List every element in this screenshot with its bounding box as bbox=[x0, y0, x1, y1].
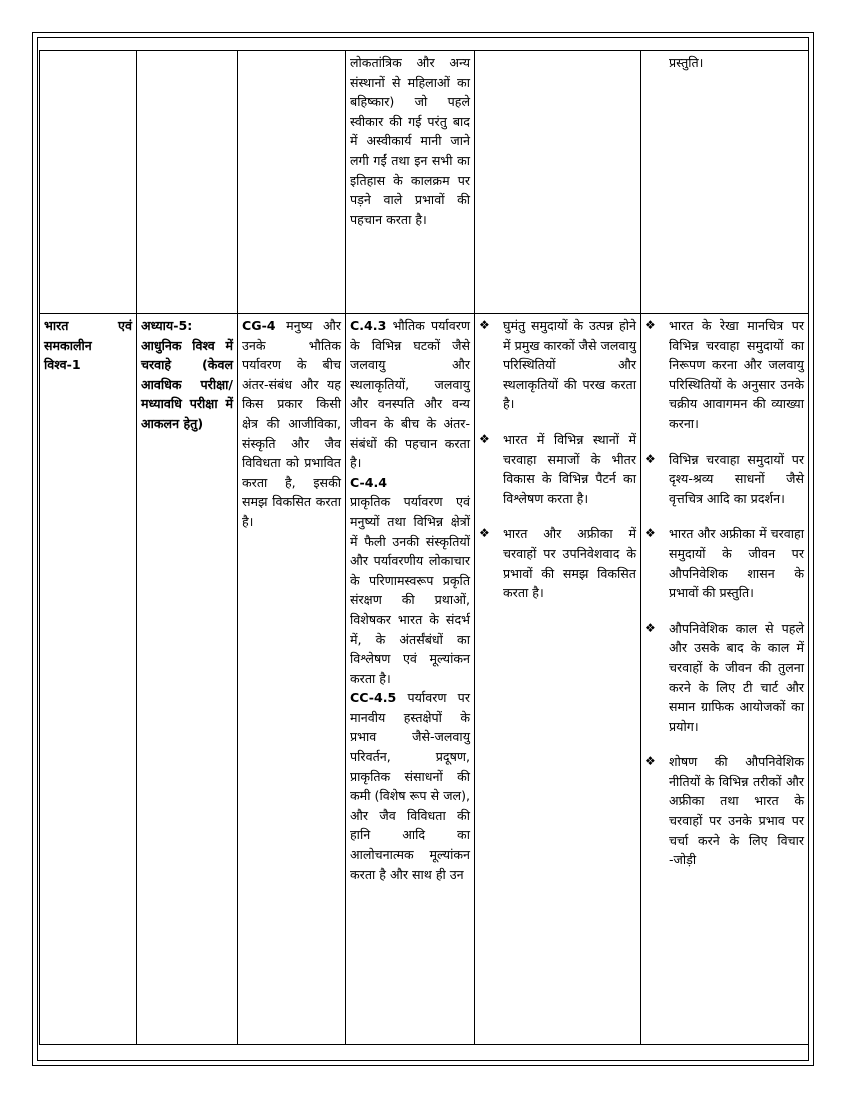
competency-text: प्राकृतिक पर्यावरण एवं मनुष्यों तथा विभिन्न क्षेत्रों में फैली उनकी संस्कृतियों और पर्यावरणीय लोकाचार के परिणामस्वरूप प्रकृति संरक्षण की प्रथाओं, विशेषकर भारत के संदर्भ में, के अंतर्संबंधों का विश्लेषण एवं मूल्यांकन करता है। bbox=[350, 494, 470, 686]
diamond-bullet-icon: ❖ bbox=[479, 526, 490, 541]
diamond-bullet-icon: ❖ bbox=[645, 451, 656, 466]
competency-item bbox=[350, 473, 470, 689]
table-row-continued bbox=[40, 51, 809, 314]
competency-item bbox=[350, 316, 470, 473]
learning-outcome-cell bbox=[475, 314, 641, 1045]
competency-text: भौतिक पर्यावरण के विभिन्न घटकों जैसे जलवायु और स्थलाकृतियों, जलवायु और वनस्पति और वन्य जीवन के बीच के अंतर-संबंधों की पहचान करता है। bbox=[350, 318, 470, 471]
competency-item bbox=[350, 688, 470, 884]
learning-outcome-list bbox=[479, 316, 636, 603]
list-item bbox=[479, 316, 636, 414]
diamond-bullet-icon: ❖ bbox=[479, 318, 490, 332]
learning-outcome-cell bbox=[475, 51, 641, 314]
activity-text: शोषण की औपनिवेशिक नीतियों के विभिन्न तरीकों और अफ्रीका तथा भारत के चरवाहों पर उनके प्रभाव पर चर्चा करने के लिए विचार -जोड़ी bbox=[669, 754, 804, 868]
outcome-text: भारत और अफ्रीका में चरवाहों पर उपनिवेशवाद के प्रभावों की समझ विकसित करता है। bbox=[503, 526, 636, 601]
chapter-title: अध्याय-5: आधुनिक विश्व में चरवाहे (केवल आवधिक परीक्षा/ मध्यावधि परीक्षा में आकलन हेतु) bbox=[141, 318, 233, 431]
outcome-text: घुमंतु समुदायों के उत्पन्न होने में प्रमुख कारकों जैसे जलवायु परिस्थितियों और स्थलाकृतियों की परख करता है। bbox=[503, 318, 636, 412]
list-item bbox=[645, 524, 804, 602]
activity-text: औपनिवेशिक काल से पहले और उसके बाद के काल में चरवाहों के जीवन की तुलना करने के लिए टी चार्ट और समान ग्राफिक आयोजकों का प्रयोग। bbox=[669, 620, 804, 734]
list-item bbox=[479, 524, 636, 602]
curriculum-table bbox=[39, 50, 809, 1045]
activity-text: भारत के रेखा मानचित्र पर विभिन्न चरवाहा समुदायों का निरूपण करना और जलवायु परिस्थितियों के अनुसार उनके चक्रीय आवागमन की व्याख्या करना। bbox=[669, 318, 804, 431]
activity-text: भारत और अफ्रीका में चरवाहा समुदायों के जीवन पर औपनिवेशिक शासन के प्रभावों की प्रस्तुति। bbox=[669, 526, 804, 601]
diamond-bullet-icon: ❖ bbox=[645, 620, 656, 635]
goal-cell bbox=[238, 314, 346, 1045]
list-item bbox=[479, 430, 636, 508]
competency-cell bbox=[346, 51, 475, 314]
chapter-cell bbox=[137, 314, 238, 1045]
goal-cell bbox=[238, 51, 346, 314]
list-item bbox=[645, 450, 804, 509]
book-title: भारत एवं समकालीन विश्व-1 bbox=[44, 318, 132, 373]
activity-cell bbox=[641, 51, 809, 314]
competency-code: C-4.4 bbox=[350, 474, 388, 490]
list-item bbox=[645, 619, 804, 737]
activity-list bbox=[645, 316, 804, 870]
diamond-bullet-icon: ❖ bbox=[479, 431, 490, 446]
activity-cell bbox=[641, 314, 809, 1045]
list-item bbox=[645, 752, 804, 870]
goal-text: मनुष्य और उनके भौतिक पर्यावरण के बीच अंतर-संबंध और यह किस प्रकार किसी क्षेत्र की आजीविका, संस्कृति और जैव विविधता को प्रभावित करता है, इसकी समझ विकसित करता है। bbox=[242, 318, 341, 529]
chapter-cell bbox=[137, 51, 238, 314]
book-cell bbox=[40, 51, 137, 314]
competency-text: पर्यावरण पर मानवीय हस्तक्षेपों के प्रभाव जैसे-जलवायु परिवर्तन, प्रदूषण, प्राकृतिक संसाधनों की कमी (विशेष रूप से जल), और जैव विविधता की हानि आदि का आलोचनात्मक मूल्यांकन करता है और साथ ही उन bbox=[350, 690, 470, 882]
diamond-bullet-icon: ❖ bbox=[645, 526, 656, 541]
book-cell bbox=[40, 314, 137, 1045]
diamond-bullet-icon: ❖ bbox=[645, 754, 656, 769]
diamond-bullet-icon: ❖ bbox=[645, 318, 656, 332]
list-item bbox=[645, 316, 804, 434]
table-row-chapter5 bbox=[40, 314, 809, 1045]
competency-code: CC-4.5 bbox=[350, 690, 397, 706]
activity-continued-text: प्रस्तुति। bbox=[669, 55, 704, 70]
competency-code: C.4.3 bbox=[350, 318, 387, 333]
outcome-continued-text: लोकतांत्रिक और अन्य संस्थानों से महिलाओं का बहिष्कार) जो पहले स्वीकार की गई परंतु बाद में अस्वीकार्य मानी जाने लगी गईं तथा इन सभी का इतिहास के कालक्रम पर पड़ने वाले प्रभावों की पहचान करता है। bbox=[350, 55, 470, 227]
goal-code: CG-4 bbox=[242, 318, 276, 333]
activity-text: विभिन्न चरवाहा समुदायों पर दृश्य-श्रव्य साधनों जैसे वृत्तचित्र आदि का प्रदर्शन। bbox=[669, 451, 804, 506]
competency-cell bbox=[346, 314, 475, 1045]
outcome-text: भारत में विभिन्न स्थानों में चरवाहा समाजों के भीतर विकास के विभिन्न पैटर्न का विश्लेषण करता है। bbox=[503, 431, 636, 506]
